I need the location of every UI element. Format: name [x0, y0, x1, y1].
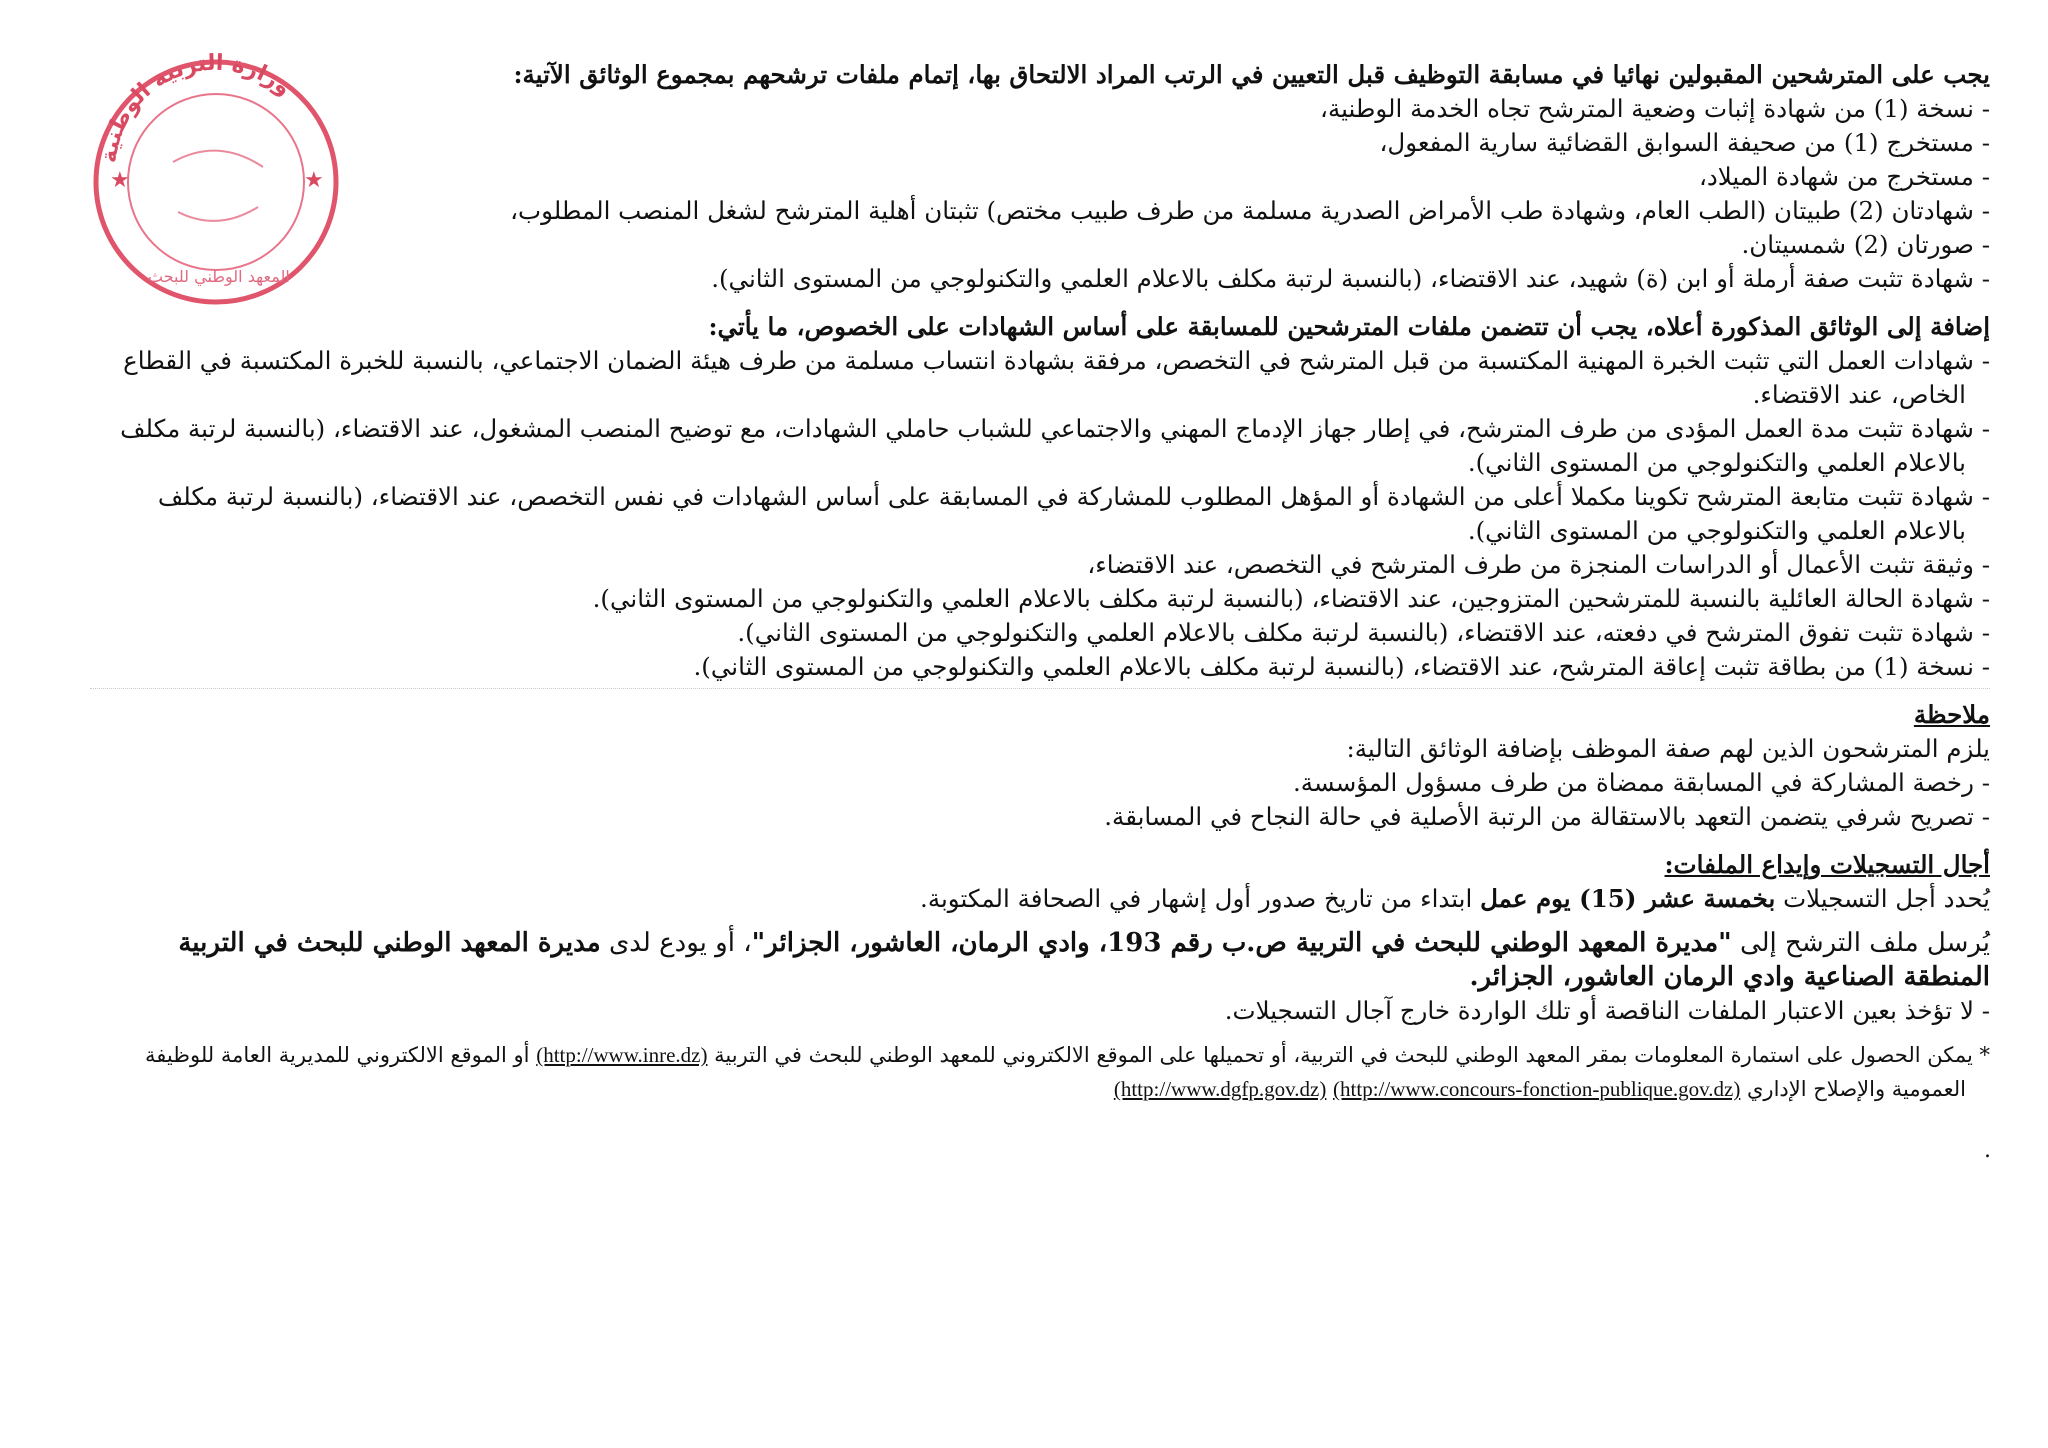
- registration-list: [90, 994, 1990, 1028]
- intro-heading: يجب على المترشحين المقبولين نهائيا في مسابقة التوظيف قبل التعيين في الرتب المراد الالتحاق بها، إتمام ملفات ترشحهم بمجموع الوثائق الآتية:: [513, 60, 1990, 89]
- link-concours[interactable]: (http://www.concours-fonction-publique.gov.dz): [1333, 1077, 1741, 1101]
- registration-section: [90, 848, 1990, 1028]
- footnote-star: *: [1979, 1043, 1990, 1067]
- list-item: - شهادتان (2) طبيتان (الطب العام، وشهادة طب الأمراض الصدرية مسلمة من طرف طبيب مختص) تثبتان أهلية المترشح لشغل المنصب المطلوب،: [90, 194, 1990, 228]
- deadline-duration: بخمسة عشر (15) يوم عمل: [1480, 884, 1776, 913]
- deadline-end: ابتداء من تاريخ صدور أول إشهار في الصحافة المكتوبة.: [920, 884, 1473, 913]
- list-item: - مستخرج (1) من صحيفة السوابق القضائية سارية المفعول،: [90, 126, 1990, 160]
- list-item: - رخصة المشاركة في المسابقة ممضاة من طرف مسؤول المؤسسة.: [90, 766, 1990, 800]
- note-list: [90, 766, 1990, 834]
- link-inre[interactable]: (http://www.inre.dz): [536, 1043, 708, 1067]
- list-item: - شهادة الحالة العائلية بالنسبة للمترشحين المتزوجين، عند الاقتضاء، (بالنسبة لرتبة مكلف بالاعلام العلمي والتكنولوجي من المستوى الثاني).: [90, 582, 1990, 616]
- svg-text:وزارة التربية الوطنية: وزارة التربية الوطنية: [96, 50, 296, 165]
- list-item: - شهادة تثبت صفة أرملة أو ابن (ة) شهيد، عند الاقتضاء، (بالنسبة لرتبة مكلف بالاعلام العلمي والتكنولوجي من المستوى الثاني).: [90, 262, 1990, 296]
- end-mark: .: [1984, 1138, 1991, 1163]
- svg-text:★: ★: [304, 168, 324, 193]
- deadline-start: يُحدد أجل التسجيلات: [1783, 884, 1990, 913]
- list-item: - شهادة تثبت مدة العمل المؤدى من طرف المترشح، في إطار جهاز الإدماج المهني والاجتماعي للشباب حاملي الشهادات، مع توضيح المنصب المشغول، عند الاقتضاء، (بالنسبة لرتبة مكلف بالاعلام العلمي والتكنولوجي من المستوى الثاني).: [90, 412, 1990, 480]
- additional-heading: إضافة إلى الوثائق المذكورة أعلاه، يجب أن تتضمن ملفات المترشحين للمسابقة على أساس الشهادات على الخصوص، ما يأتي:: [708, 312, 1990, 341]
- document-body: [90, 58, 1990, 1127]
- additional-list: [90, 344, 1990, 684]
- additional-section: [90, 310, 1990, 684]
- svg-text:المعهد الوطني للبحث: المعهد الوطني للبحث: [148, 267, 290, 286]
- list-item: - مستخرج من شهادة الميلاد،: [90, 160, 1990, 194]
- send-middle: ، أو يودع لدى: [608, 928, 752, 958]
- footnote-text-a: يمكن الحصول على استمارة المعلومات بمقر المعهد الوطني للبحث في التربية، أو تحميلها على الموقع الالكتروني للمعهد الوطني للبحث في التربية: [714, 1043, 1973, 1067]
- list-item: - تصريح شرفي يتضمن التعهد بالاستقالة من الرتبة الأصلية في حالة النجاح في المسابقة.: [90, 800, 1990, 834]
- list-item: - وثيقة تثبت الأعمال أو الدراسات المنجزة من طرف المترشح في التخصص، عند الاقتضاء،: [90, 548, 1990, 582]
- intro-list: [90, 92, 1990, 296]
- send-start: يُرسل ملف الترشح إلى: [1739, 928, 1990, 958]
- deadline-line: [90, 882, 1990, 916]
- svg-text:★: ★: [110, 168, 130, 193]
- link-dgfp[interactable]: (http://www.dgfp.gov.dz): [1113, 1077, 1327, 1101]
- footnote: [90, 1038, 1990, 1106]
- list-item: - شهادة تثبت تفوق المترشح في دفعته، عند الاقتضاء، (بالنسبة لرتبة مكلف بالاعلام العلمي والتكنولوجي من المستوى الثاني).: [90, 616, 1990, 650]
- note-section: [90, 698, 1990, 834]
- intro-section: [90, 58, 1990, 296]
- note-heading: ملاحظة: [1913, 700, 1990, 729]
- note-text: يلزم المترشحون الذين لهم صفة الموظف بإضافة الوثائق التالية:: [1346, 734, 1990, 763]
- section-divider: [90, 688, 1990, 689]
- list-item: - نسخة (1) من بطاقة تثبت إعاقة المترشح، عند الاقتضاء، (بالنسبة لرتبة مكلف بالاعلام العلمي والتكنولوجي من المستوى الثاني).: [90, 650, 1990, 684]
- registration-heading: أجال التسجيلات وإيداع الملفات:: [1664, 850, 1990, 879]
- list-item: - شهادات العمل التي تثبت الخبرة المهنية المكتسبة من قبل المترشح في التخصص، مرفقة بشهادة انتساب مسلمة من طرف هيئة الضمان الاجتماعي، بالنسبة للخبرة المكتسبة في القطاع الخاص، عند الاقتضاء.: [90, 344, 1990, 412]
- list-item: - نسخة (1) من شهادة إثبات وضعية المترشح تجاه الخدمة الوطنية،: [90, 92, 1990, 126]
- list-item: - لا تؤخذ بعين الاعتبار الملفات الناقصة أو تلك الواردة خارج آجال التسجيلات.: [90, 994, 1990, 1028]
- footnote-text-b: أو الموقع الالكتروني للمديرية العامة للوظيفة العمومية والإصلاح الإداري: [145, 1043, 1966, 1101]
- list-item: - صورتان (2) شمسيتان.: [90, 228, 1990, 262]
- send-line: [90, 926, 1990, 994]
- send-address: "مديرة المعهد الوطني للبحث في التربية ص.ب رقم 193، وادي الرمان، العاشور، الجزائر": [751, 928, 1732, 958]
- list-item: - شهادة تثبت متابعة المترشح تكوينا مكملا أعلى من الشهادة أو المؤهل المطلوب للمشاركة في المسابقة على أساس الشهادات في نفس التخصص، عند الاقتضاء، (بالنسبة لرتبة مكلف بالاعلام العلمي والتكنولوجي من المستوى الثاني).: [90, 480, 1990, 548]
- send-deposit: مديرة المعهد الوطني للبحث في التربية المنطقة الصناعية وادي الرمان العاشور، الجزائر.: [178, 928, 1990, 992]
